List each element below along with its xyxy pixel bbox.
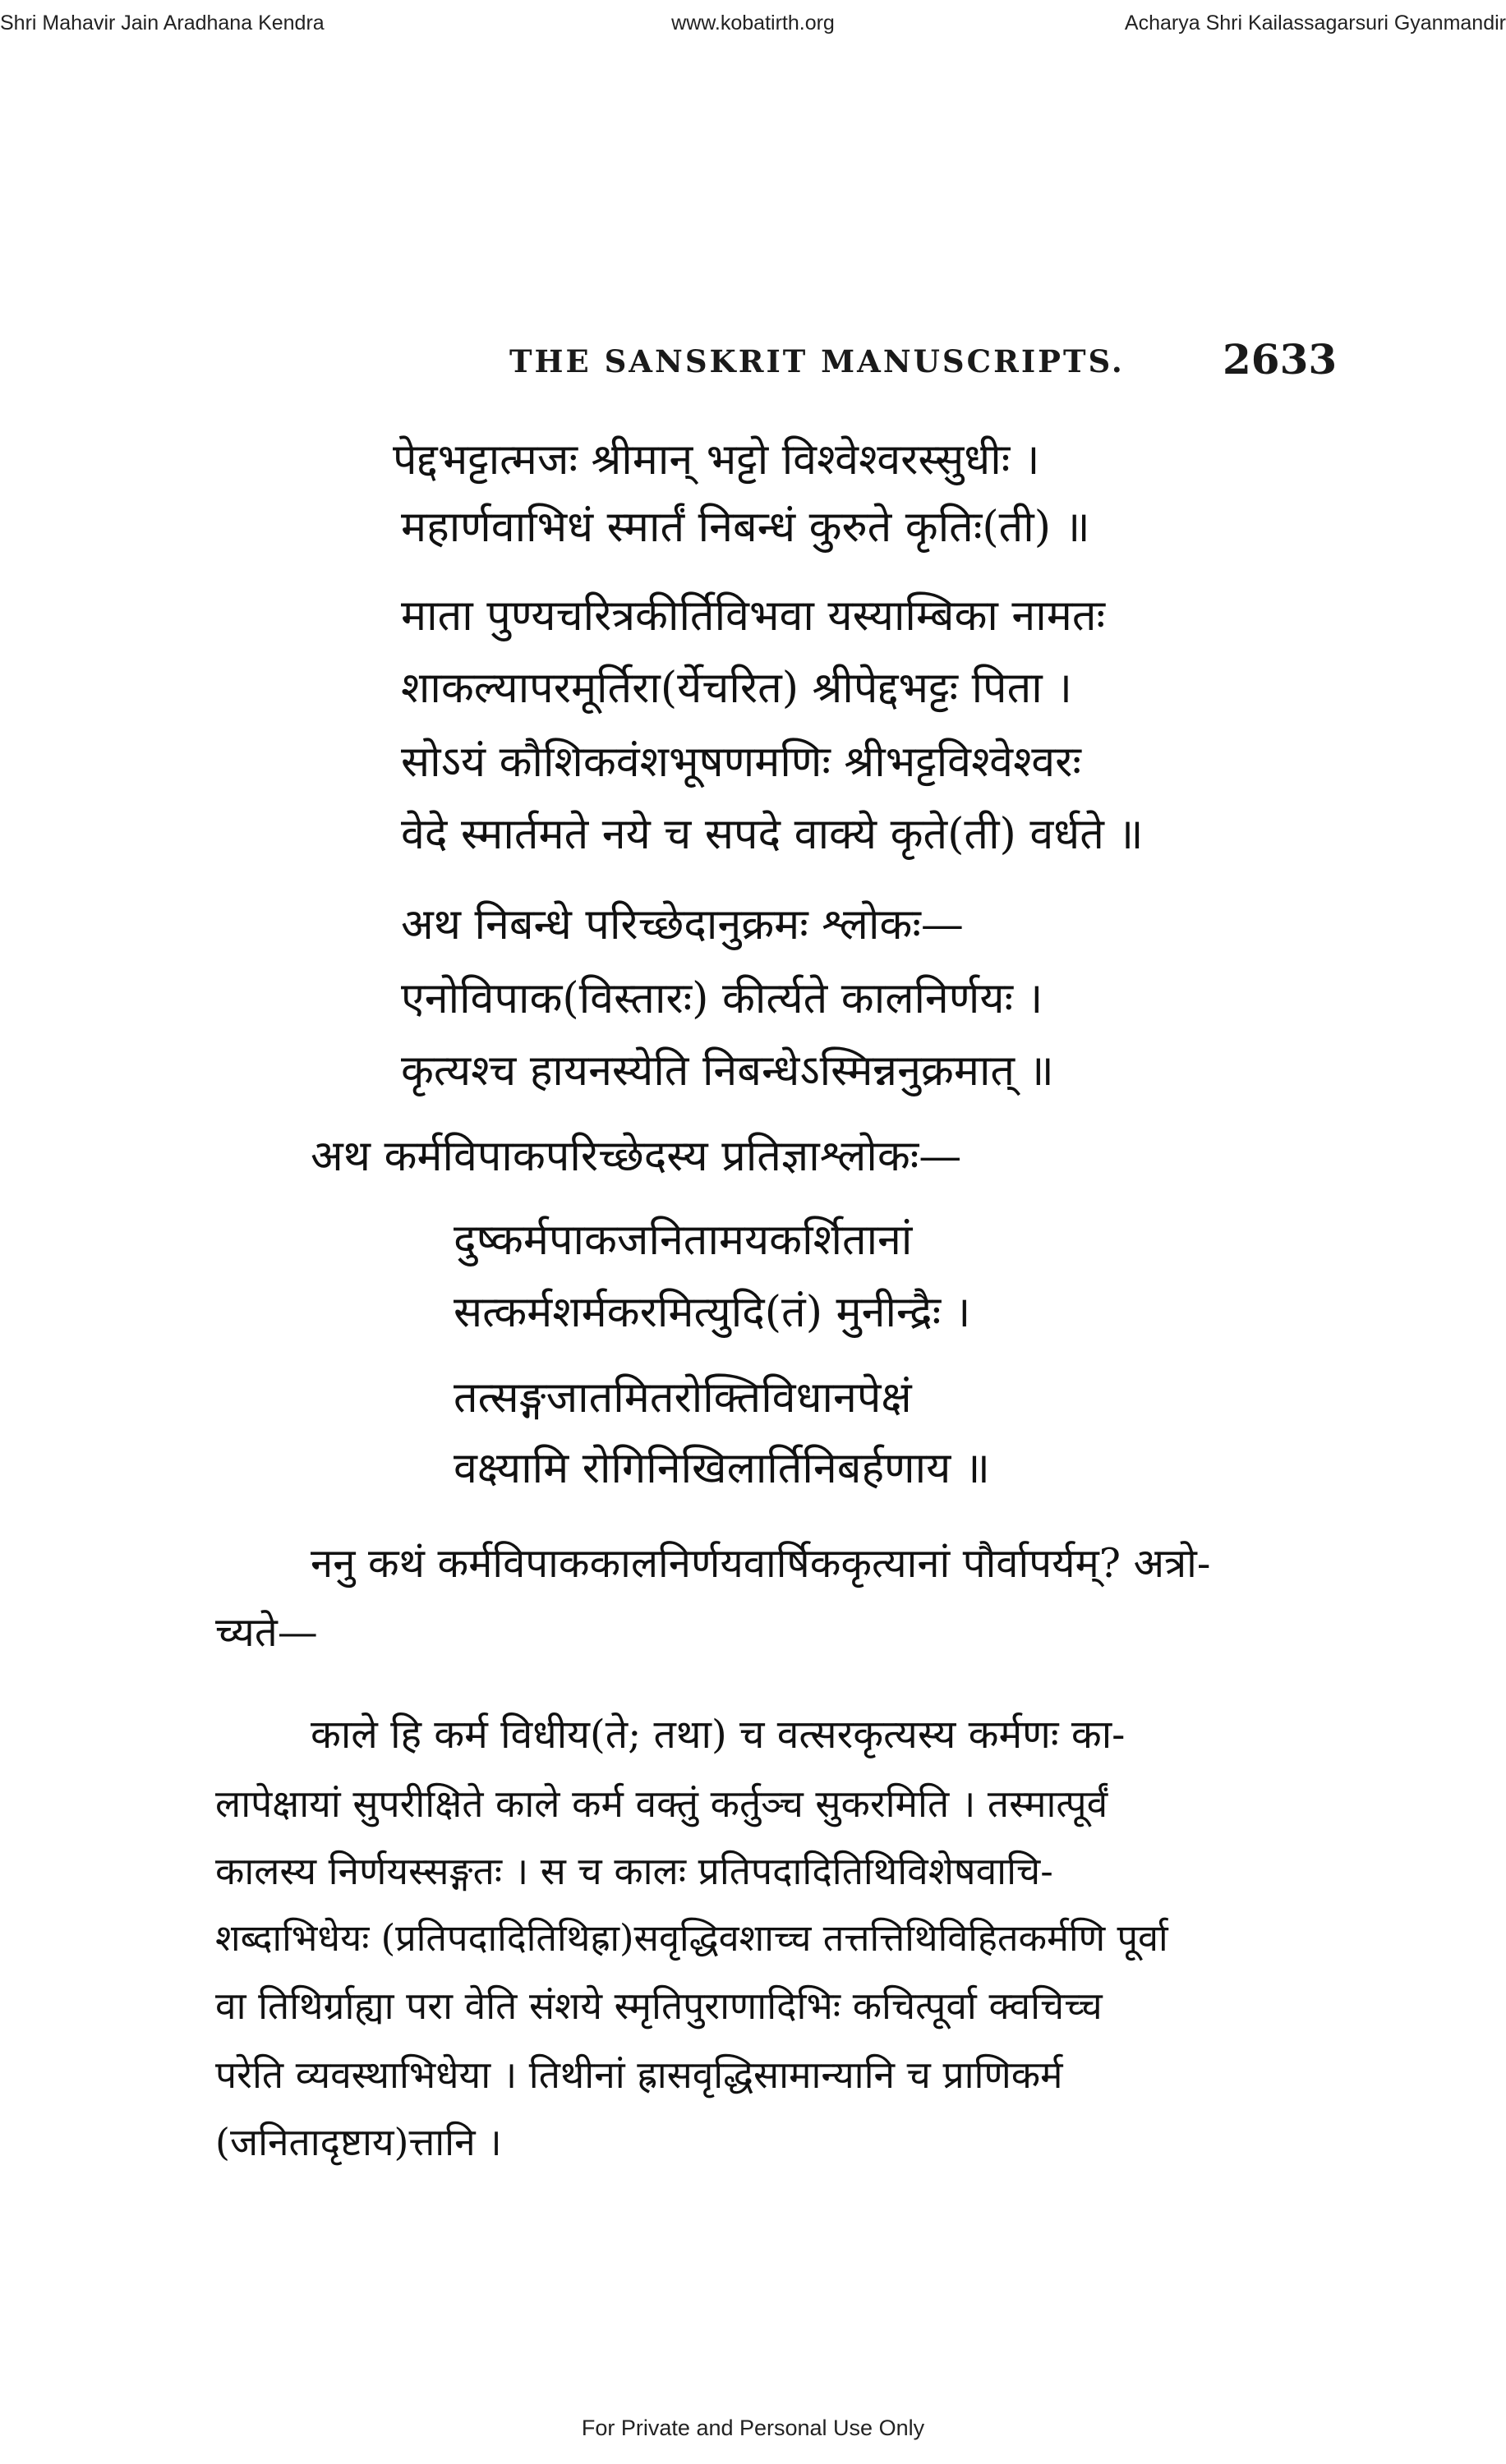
verse3-line-2: कृत्यश्च हायनस्येति निबन्धेऽस्मिन्ननुक्रमात् ॥	[401, 1046, 1054, 1096]
footer-notice: For Private and Personal Use Only	[581, 2416, 925, 2440]
verse2-line-3: सोऽयं कौशिकवंशभूषणमणिः श्रीभट्टविश्वेश्वरः	[401, 738, 1081, 787]
verse4-heading: अथ कर्मविपाकपरिच्छेदस्य प्रतिज्ञाश्लोकः—	[311, 1132, 962, 1181]
page-number: 2633	[1223, 335, 1338, 384]
para2-line-3: कालस्य निर्णयस्सङ्गतः । स च कालः प्रतिपदादितिथिविशेषवाचि-	[215, 1849, 1053, 1893]
verse1-line-2: महार्णवाभिधं स्मार्तं निबन्धं कुरुते कृतिः(ती) ॥	[401, 503, 1090, 552]
para2-line-6: परेति व्यवस्थाभिधेया । तिथीनां ह्रासवृद्धिसामान्यानि च प्राणिकर्म	[215, 2053, 1063, 2097]
header-left-institution: Shri Mahavir Jain Aradhana Kendra	[0, 11, 325, 34]
verse3-line-1: एनोविपाक(विस्तारः) कीर्त्यते कालनिर्णयः ।	[401, 974, 1043, 1023]
para2-line-4: शब्दाभिधेयः (प्रतिपदादितिथिह्रा)सवृद्धिवशाच्च तत्तत्तिथिविहितकर्मणि पूर्वा	[215, 1916, 1168, 1960]
verse1-line-1: पेद्दभट्टात्मजः श्रीमान् भट्टो विश्वेश्वरस्सुधीः ।	[393, 435, 1040, 485]
verse2-line-2: शाकल्यापरमूर्तिरा(र्येचरित) श्रीपेद्दभट्टः पिता ।	[401, 664, 1072, 713]
verse2-line-1: माता पुण्यचरित्रकीर्तिविभवा यस्याम्बिका नामतः	[401, 591, 1105, 641]
verse3-heading: अथ निबन्धे परिच्छेदानुक्रमः श्लोकः—	[401, 900, 964, 949]
verse4-line-4: वक्ष्यामि रोगिनिखिलार्तिनिबर्हणाय ॥	[454, 1444, 990, 1493]
verse2-line-4: वेदे स्मार्तमते नये च सपदे वाक्ये कृते(ती) वर्धते ॥	[401, 810, 1144, 859]
para2-line-2: लापेक्षायां सुपरीक्षिते काले कर्म वक्तुं कर्तुञ्च सुकरमिति । तस्मात्पूर्वं	[215, 1781, 1108, 1826]
verse4-line-2: सत्कर्मशर्मकरमित्युदि(तं) मुनीन्द्रैः ।	[454, 1288, 971, 1337]
para2-line-5: वा तिथिर्ग्राह्या परा वेति संशये स्मृतिपुराणादिभिः कचित्पूर्वा क्वचिच्च	[215, 1984, 1103, 2028]
verse4-line-3: तत्सङ्गजातमितरोक्तिविधानपेक्षं	[454, 1373, 912, 1423]
running-head: THE SANSKRIT MANUSCRIPTS.	[509, 343, 1125, 379]
para2-line-7: (जनितादृष्टाय)त्तानि ।	[215, 2120, 502, 2164]
header-right-institution: Acharya Shri Kailassagarsuri Gyanmandir	[1124, 11, 1506, 34]
para1-line-1: ननु कथं कर्मविपाककालनिर्णयवार्षिककृत्यानां पौर्वापर्यम्? अत्रो-	[311, 1540, 1211, 1587]
para1-line-2: च्यते—	[215, 1609, 318, 1656]
header-website: www.kobatirth.org	[671, 11, 835, 34]
para2-line-1: काले हि कर्म विधीय(ते; तथा) च वत्सरकृत्यस्य कर्मणः का-	[311, 1712, 1126, 1758]
verse4-line-1: दुष्कर्मपाकजनितामयकर्शितानां	[454, 1216, 913, 1265]
